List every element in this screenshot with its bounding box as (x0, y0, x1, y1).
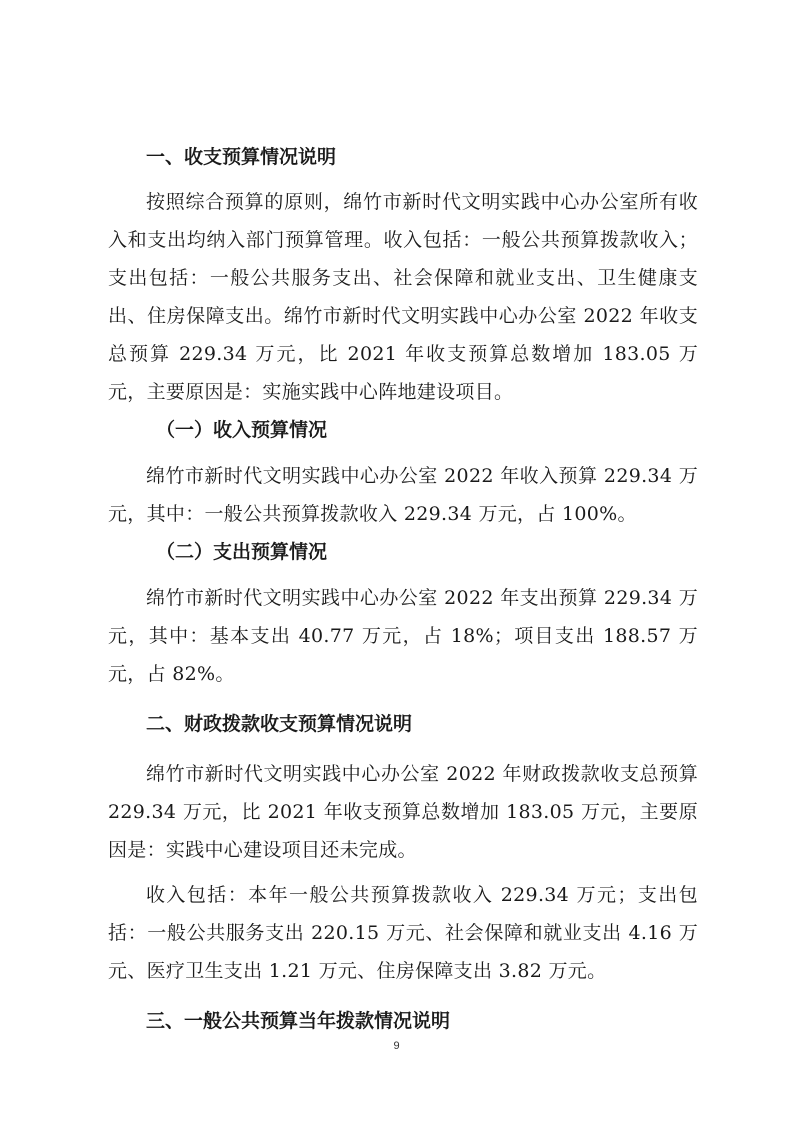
expenditure-budget-paragraph: 绵竹市新时代文明实践中心办公室 2022 年支出预算 229.34 万元，其中：基本支出 40.77 万元，占 18%；项目支出 188.57 万元，占 82%。 (108, 587, 698, 685)
fiscal-budget-paragraph: 绵竹市新时代文明实践中心办公室 2022 年财政拨款收支总预算 229.34 万元，比 2021 年收支预算总数增加 183.05 万元，主要原因是：实践中心建设项目还未完成。 (108, 763, 698, 861)
subsection-heading-income: （一）收入预算情况 (156, 419, 328, 441)
section-heading-1: 一、收支预算情况说明 (146, 146, 337, 168)
income-budget-paragraph: 绵竹市新时代文明实践中心办公室 2022 年收入预算 229.34 万元，其中：一般公共预算拨款收入 229.34 万元，占 100%。 (108, 465, 698, 525)
page-number: 9 (393, 1040, 400, 1052)
section-1-paragraph: 按照综合预算的原则，绵竹市新时代文明实践中心办公室所有收入和支出均纳入部门预算管理。收入包括：一般公共预算拨款收入；支出包括：一般公共服务支出、社会保障和就业支出、卫生健康支出、住房保障支出。绵竹市新时代文明实践中心办公室 2022 年收支总预算 229.34 万元，比 2021 年收支预算总数增加 183.05 万元，主要原因是：实施实践中心阵地建设项目。 (108, 191, 698, 403)
subsection-heading-expenditure: （二）支出预算情况 (156, 541, 328, 563)
section-heading-2: 二、财政拨款收支预算情况说明 (146, 713, 413, 735)
fiscal-income-expenditure-paragraph: 收入包括：本年一般公共预算拨款收入 229.34 万元；支出包括：一般公共服务支出 220.15 万元、社会保障和就业支出 4.16 万元、医疗卫生支出 1.21 万元、住房保障支出 3.82 万元。 (108, 884, 698, 982)
section-heading-3: 三、一般公共预算当年拨款情况说明 (146, 1010, 451, 1032)
document-body (108, 138, 698, 1040)
